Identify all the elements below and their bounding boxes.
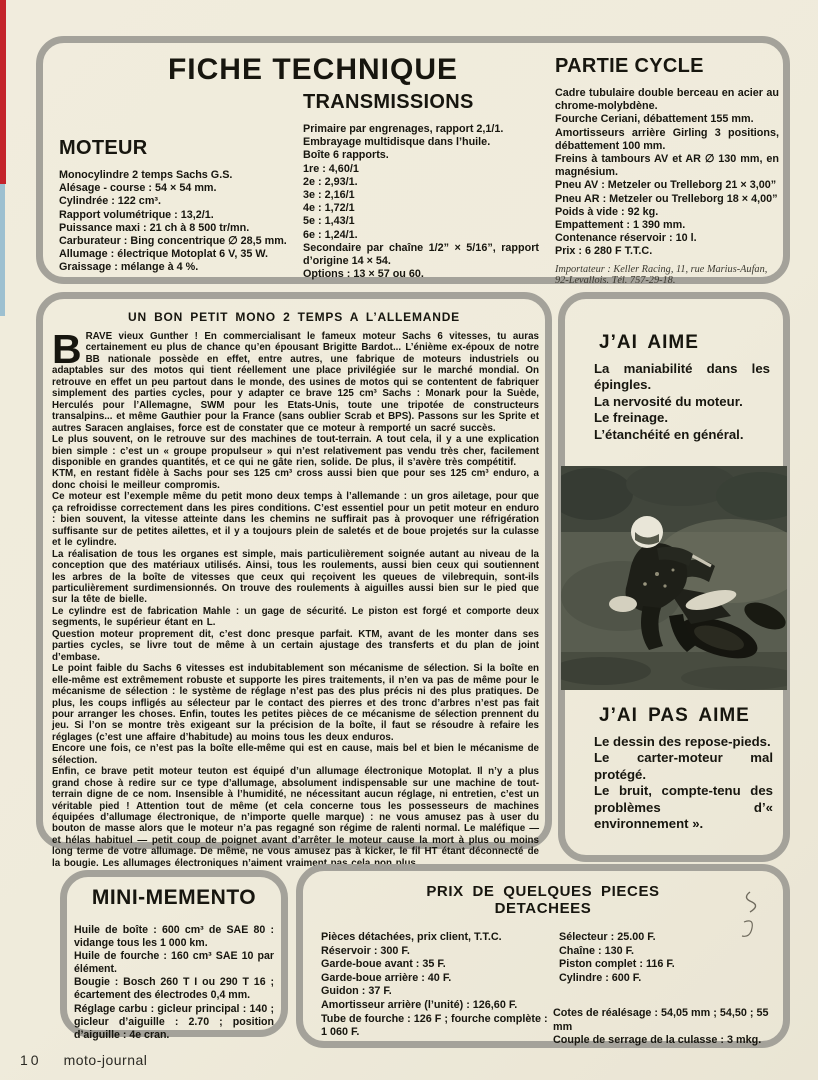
article-photo [561,466,787,690]
spec-line: 1re : 4,60/1 [303,162,359,175]
transmissions-spec-list [303,123,539,281]
spec-line: Alésage - course : 54 × 54 mm. [59,182,217,195]
disliked-heading: J’AI PAS AIME [599,705,750,726]
spec-line: 5e : 1,43/1 [303,215,355,228]
spec-line: Boîte 6 rapports. [303,149,389,162]
article-paragraph: Enfin, ce brave petit moteur teuton est équipé d’un allumage électronique Motoplat. Il n’y a plus grand chose à redire sur ce type d’allumage, absolument indispensable sur une machine de tout-terrain digne de ce nom. Insensible à l’humidité, ne nécessitant aucun réglage, ni entretien, c’est un véritable pied ! Attention tout de même (et cela concerne tous les possesseurs de machines équipées d’allumage électronique, de n’importe quelle marque) : ne vous amusez pas à user du bouton de masse alors que le moteur n’a pas regagné son régime de ralenti normal. Le maléfique — et hélas habituel — petit coup de poignet avant d’arrêter le moteur cause la mort à plus ou moins long terme de votre allumage. De même, ne vous amusez pas à kicker, le fil HT étant déconnecté de la bougie. Les allumages électroniques n’aiment vraiment pas cela non plus... [52,766,539,869]
price-line: Garde-boue avant : 35 F. [321,958,446,971]
page-number: 10 [20,1052,42,1068]
article-paragraph: Ce moteur est l’exemple même du petit mono deux temps à l’allemande : un gros ailetage, pour que ça refroidisse correctement dans les pires conditions. C’est essentiel pour un petit moteur en enduro : bien souvent, la vitesse atteinte dans les chemins ne suffirait pas à provoquer une réfrigération suffisante sur de petites ailettes, et il y a toujours plein de saletés et de boue projetés sur la culasse et le cylindre. [52,491,539,549]
spec-line: Fourche Ceriani, débattement 155 mm. [555,113,754,126]
mini-memento-box [60,870,288,1041]
spec-line: Puissance maxi : 21 ch à 8 500 tr/mn. [59,221,250,234]
disliked-list [594,734,773,832]
price-line: Piston complet : 116 F. [559,958,675,971]
partie-cycle-spec-list [555,87,779,259]
handwritten-mark [730,888,758,944]
price-line: Chaîne : 130 F. [559,944,635,957]
spec-line: 2e : 2,93/1. [303,175,358,188]
spec-line: Contenance réservoir : 10 l. [555,232,697,245]
spec-line: Allumage : électrique Motoplat 6 V, 35 W. [59,248,268,261]
partie-cycle-heading: PARTIE CYCLE [555,55,704,77]
price-line: Amortisseur arrière (l’unité) : 126,60 F. [321,998,518,1011]
prix-heading-line2: DETACHEES [494,900,592,917]
memento-line: Bougie : Bosch 260 T I ou 290 T 16 ; écartement des électrodes 0,4 mm. [74,976,274,1002]
price-line: Réservoir : 300 F. [321,944,410,957]
spec-line: 6e : 1,24/1. [303,228,358,241]
spec-line: 4e : 1,72/1 [303,202,355,215]
spec-line: Poids à vide : 92 kg. [555,205,659,218]
liked-item: La maniabilité dans les épingles. [594,361,770,393]
article-paragraph: Le plus souvent, on le retrouve sur des machines de tout-terrain. A tout cela, il y a une explication bien simple : c’est un « groupe propulseur » qui n’est relativement pas vendu très cher, facilement disponible en grandes quantités, et ce qui ne gâte rien, solide. De plus, il s’avère très compétitif. [52,434,539,468]
spec-line: Pneu AV : Metzeler ou Trelleborg 21 × 3,00” [555,179,777,192]
spec-line: Rapport volumétrique : 13,2/1. [59,208,214,221]
price-line: Sélecteur : 25.00 F. [559,931,656,943]
spec-line: Prix : 6 280 F T.T.C. [555,245,653,258]
enduro-rider-photo-illustration [561,466,787,690]
prix-notes [553,1007,785,1048]
moteur-heading: MOTEUR [59,137,148,159]
importer-note: Importateur : Keller Racing, 11, rue Marius-Aufan, 92-Levallois. Tél. 757-29-18. [555,263,768,287]
article-paragraph: Question moteur proprement dit, c’est donc presque parfait. KTM, avant de les monter dans ses parties cycles, se livre tout de même à un certain ajustage des transferts et du plan de joint d’embase. [52,628,539,663]
article-paragraph: Le cylindre est de fabrication Mahle : un gage de sécurité. Le piston est forgé et comporte deux segments, le supérieur étant en L. [52,605,539,629]
disliked-item: Le bruit, compte-tenu des problèmes d’« environnement ». [594,783,773,832]
transmissions-heading: TRANSMISSIONS [303,91,474,113]
price-line: Tube de fourche : 126 F ; fourche complète : 1 060 F. [321,1012,548,1039]
article-paragraph: Le point faible du Sachs 6 vitesses est indubitablement son mécanisme de sélection. Si la boîte en elle-même est extrêmement robuste et supporte les pires traitements, il n’en va pas de même pour le mécanisme de sélection : le système de réglage n’est pas des plus précis ni des plus pratiques. De plus, les coups infligés au sélecteur par le contact des pierres et des tronc d’arbres n’est pas fait pour arranger les choses. Enfin, toutes les petites pièces de ce mécanisme de sélection prennent du jeu. Si l’on se montre très exigeant sur la précision de la boîte, il faut se résoudre à refaire les réglages (c’est une affaire d’habitude) au moins tous les deux enduros. [52,663,539,743]
spec-line: Graissage : mélange à 4 %. [59,261,199,274]
liked-heading: J’AI AIME [599,332,699,353]
spec-line: Freins à tambours AV et AR ∅ 130 mm, en magnésium. [555,153,779,179]
article-paragraph: La réalisation de tous les organes est simple, mais particulièrement soignée autant au niveau de la conception que des matériaux utilisés. Ainsi, tous les roulements, aussi bien ceux qui soutiennent les arbres de la boîte de vitesses que ceux qui reçoivent les queues de vilebrequin, sont-ils particulièrement surdimensionnés. On trouve des roulements à aiguilles aussi bien sur le pied que sur la tête de bielle. [52,548,539,606]
disliked-item: Le dessin des repose-pieds. [594,734,771,749]
spec-line: Cadre tubulaire double berceau en acier au chrome-molybdène. [555,87,779,113]
liked-item: La nervosité du moteur. [594,393,743,409]
article-body [52,326,539,869]
transmissions-section [303,91,539,281]
article-paragraph: Encore une fois, ce n’est pas la boîte elle-même qui est en cause, mais bel et bien le mécanisme de sélection. [52,743,539,766]
spec-line: Amortisseurs arrière Girling 3 positions, débattement 100 mm. [555,126,779,152]
spec-line: 3e : 2,16/1 [303,189,355,202]
prix-heading [363,883,723,917]
fiche-technique-box [36,36,790,287]
price-line: Guidon : 37 F. [321,985,392,998]
spec-line: Secondaire par chaîne 1/2” × 5/16”, rapport d’origine 14 × 54. [303,241,539,268]
spec-line: Empattement : 1 390 mm. [555,219,686,232]
fiche-technique-title: FICHE TECHNIQUE [167,53,458,86]
spec-line: Primaire par engrenages, rapport 2,1/1. [303,123,504,135]
moteur-spec-list [59,169,315,275]
mini-memento-heading: MINI-MEMENTO [91,886,257,909]
page-footer [20,1052,147,1068]
price-line: Garde-boue arrière : 40 F. [321,971,452,984]
liked-list [594,361,770,443]
prix-left-column [321,931,549,1040]
liked-item: L’étanchéité en général. [594,426,744,442]
moteur-section [59,137,315,275]
article-box [36,292,552,869]
print-registration-blue-stripe [0,184,5,316]
mini-memento-list [74,924,274,1042]
liked-item: Le freinage. [594,410,669,426]
prix-pieces-box [296,864,790,1048]
article-paragraph [52,326,539,434]
price-line: Pièces détachées, prix client, T.T.C. [321,931,502,943]
spec-line: Options : 13 × 57 ou 60. [303,268,424,281]
article-paragraph: KTM, en restant fidèle à Sachs pour ses 125 cm³ cross aussi bien que pour ses 125 cm³ enduro, a donc choisi le meilleur compromis. [52,468,539,491]
partie-cycle-section [555,55,779,287]
memento-line: Huile de fourche : 160 cm³ SAE 10 par élément. [74,950,274,976]
article-paragraph-text: RAVE vieux Gunther ! En commercialisant le fameux moteur Sachs 6 vitesses, tu auras certainement eu plus de chance qu’en épousant Brigitte Bardot... L’énième ex-époux de notre BB nationale possède en effet, entre autres, une fabrique de moteurs industriels ou adaptables sur des motos qui tient réellement une place privilégiée sur le marché mondial. On retrouve en effet un peu partout dans le monde, des usines de motos qui se contentent de fabriquer simplement des parties cycles, pour y adapter ce brave 125 cm³ Sachs : Monark pour la Suède, Herculés pour l’Allemagne, SWM pour les Etats-Unis, toute une tripotée de constructeurs transalpins... et même Gauthier pour la France (sans oublier Scrab et BPS). Passons sur les Sprite et autres Saracen anglaises, force est de constater que ce moteur à remporté un sacré succès. [52,331,539,434]
spec-line: Monocylindre 2 temps Sachs G.S. [59,169,233,181]
print-registration-red-stripe [0,0,6,184]
memento-line: Réglage carbu : gicleur principal : 140 ; gicleur d’aiguille : 2.70 ; position d’aiguille : 4e cran. [74,1002,274,1041]
prix-heading-line1: PRIX DE QUELQUES PIECES [426,883,660,900]
note-line: Cotes de réalésage : 54,05 mm ; 54,50 ; 55 mm [553,1007,769,1033]
memento-line: Huile de boîte : 600 cm³ de SAE 80 : vidange tous les 1 000 km. [74,924,274,950]
article-title: UN BON PETIT MONO 2 TEMPS A L’ALLEMANDE [128,310,460,324]
article-dropcap: B [52,326,82,372]
disliked-item: Le carter-moteur mal protégé. [594,750,773,782]
spec-line: Carburateur : Bing concentrique ∅ 28,5 mm. [59,235,287,248]
spec-line: Cylindrée : 122 cm³. [59,195,162,208]
note-line: Couple de serrage de la culasse : 3 mkg. [553,1034,762,1047]
spec-line: Pneu AR : Metzeler ou Trelleborg 18 × 4,00” [555,192,778,205]
price-line: Cylindre : 600 F. [559,971,642,984]
journal-name: moto-journal [63,1052,148,1068]
spec-line: Embrayage multidisque dans l’huile. [303,136,491,149]
